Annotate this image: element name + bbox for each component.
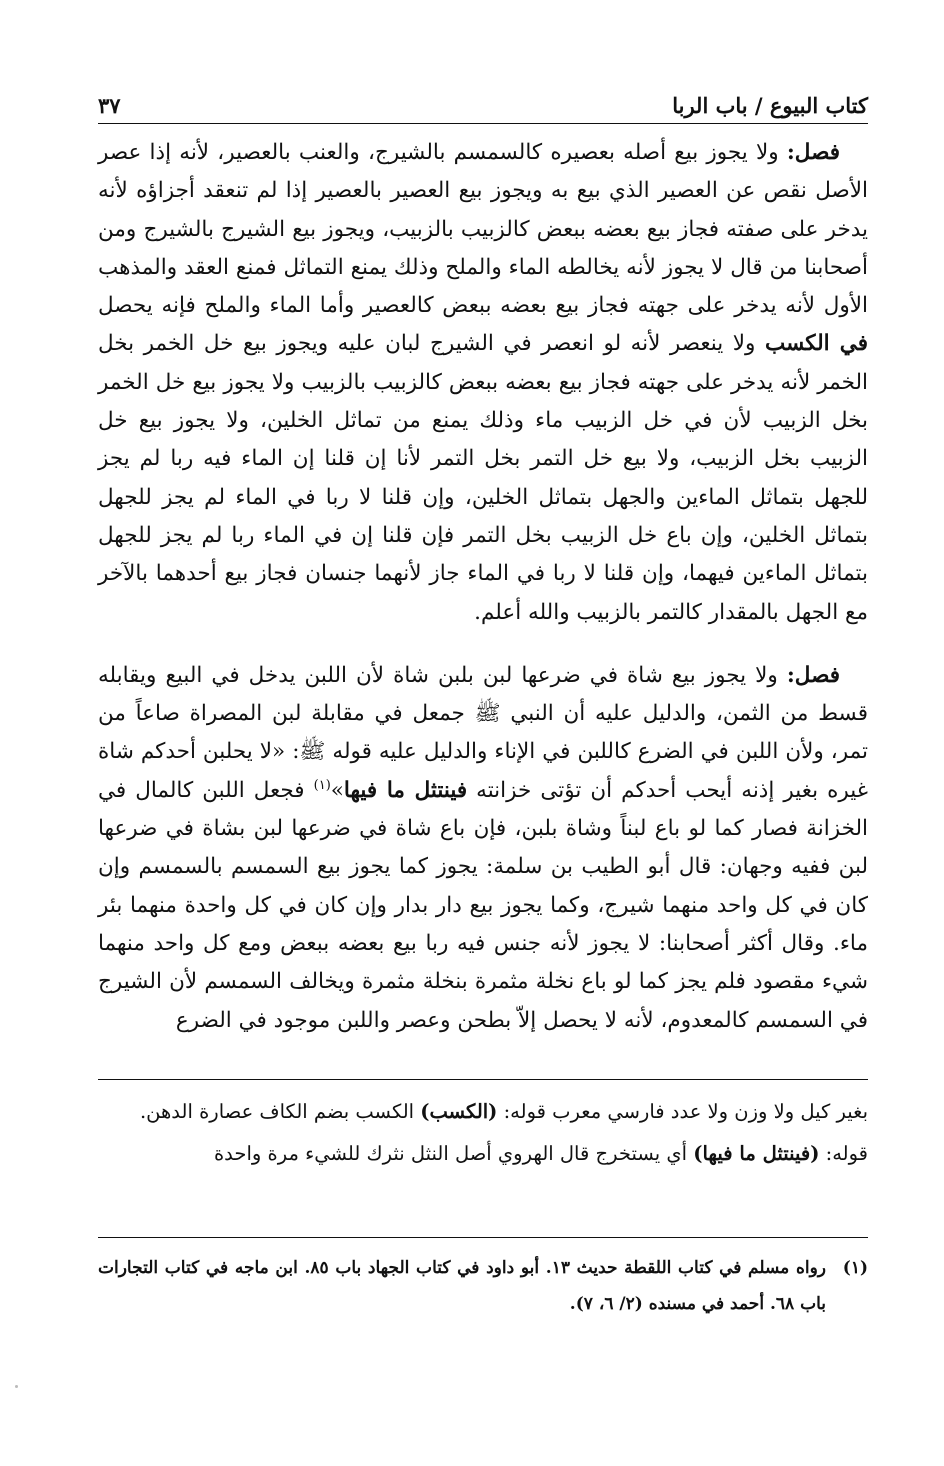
commentary-note xyxy=(98,1094,868,1130)
footnote-reference: (١) xyxy=(313,777,331,793)
scan-speck xyxy=(15,1385,18,1388)
section-lead: فصل: xyxy=(786,662,840,688)
commentary-text: بغير كيل ولا وزن ولا عدد فارسي معرب قوله: xyxy=(497,1100,868,1123)
header-divider xyxy=(98,123,868,124)
commentary-term: (الكسب) xyxy=(420,1100,498,1123)
footnote-text: رواه مسلم في كتاب اللقطة حديث ١٣. أبو داود في كتاب الجهاد باب ٨٥. ابن ماجه في كتاب التجارات باب ٦٨. أحمد في مسنده (٢/ ٦، ٧). xyxy=(98,1258,826,1314)
book-page xyxy=(98,0,868,1466)
commentary-text: الكسب بضم الكاف عصارة الدهن. xyxy=(139,1100,421,1123)
running-head xyxy=(98,82,868,118)
commentary-divider xyxy=(98,1079,868,1080)
paragraph-text: » xyxy=(330,777,344,803)
commentary xyxy=(98,1094,868,1172)
paragraph-text: ولا ينعصر لأنه لو انعصر في الشيرج لبان عليه ويجوز بيع خل الخمر بخل الخمر لأنه يدخر على جهته فجاز بيع بعضه ببعض كالزبيب بالزبيب ولا يجوز بيع خل الخمر بخل الزبيب لأن في خل الزبيب ماء وذلك يمنع من تماثل الخلين، ولا يجوز بيع خل الزبيب بخل الزبيب، ولا بيع خل التمر بخل التمر لأنا إن قلنا إن الماء فيه ربا لم يجز للجهل بتماثل الماءين والجهل بتماثل الخلين، وإن قلنا لا ربا في الماء لم يجز للجهل بتماثل الخلين، وإن باع خل الزبيب بخل التمر فإن قلنا إن في الماء ربا لم يجز للجهل بتماثل الماءين فيهما، وإن قلنا لا ربا في الماء جاز لأنهما جنسان فجاز بيع أحدهما بالآخر مع الجهل بالمقدار كالتمر بالزبيب والله أعلم. xyxy=(98,331,868,625)
paragraph-text: ولا يجوز بيع أصله بعصيره كالسمسم بالشيرج، والعنب بالعصير، لأنه إذا عصر الأصل نقص عن العصير الذي بيع به ويجوز بيع العصير بالعصير إذا لم تنعقد أجزاؤه لأنه يدخر على صفته فجاز بيع بعضه ببعض كالزبيب بالزبيب، ويجوز بيع الشيرج بالشيرج ومن أصحابنا من قال لا يجوز لأنه يخالطه الماء والملح وذلك يمنع التماثل فمنع العقد والمذهب الأول لأنه يدخر على جهته فجاز بيع بعضه ببعض كالعصير وأما الماء والملح فإنه يحصل xyxy=(98,140,868,319)
section-paragraph-2 xyxy=(98,657,868,1040)
highlighted-term: في الكسب xyxy=(764,331,869,357)
section-lead: فصل: xyxy=(786,140,840,165)
footnote-marker: (١) xyxy=(842,1258,868,1278)
highlighted-term: فينتثل ما فيها xyxy=(343,777,468,803)
paragraph-text: ولا يجوز بيع شاة في ضرعها لبن بلبن شاة لأن اللبن يدخل في البيع ويقابله قسط من الثمن، والدليل عليه أن النبي ﷺ جمعل في مقابلة لبن المصراة صاعاً من تمر، ولأن اللبن في الضرع كاللبن في الإناء والدليل عليه قوله ﷺ: «لا يحلبن أحدكم شاة غيره بغير إذنه أيحب أحدكم أن تؤتى خزانته xyxy=(98,662,869,803)
section-paragraph-1 xyxy=(98,134,868,632)
commentary-term: (فينتثل ما فيها) xyxy=(693,1142,820,1165)
footnotes xyxy=(98,1250,868,1322)
page-number: ٣٧ xyxy=(98,93,121,118)
commentary-text: قوله: xyxy=(819,1142,868,1165)
main-text xyxy=(98,134,868,1040)
commentary-text: أي يستخرج قال الهروي أصل النثل نثرك للشيء مرة واحدة xyxy=(213,1142,694,1165)
footnote-divider xyxy=(98,1237,868,1238)
paragraph-text: فجعل اللبن كالمال في الخزانة فصار كما لو باع لبناً وشاة بلبن، فإن باع شاة في ضرعها لبن بشاة في ضرعها لبن ففيه وجهان: قال أبو الطيب بن سلمة: يجوز كما يجوز بيع السمسم بالسمسم وإن كان في كل واحد منهما شيرج، وكما يجوز بيع دار بدار وإن كان في كل واحدة منهما بئر ماء. وقال أكثر أصحابنا: لا يجوز لأنه جنس فيه ربا بيع بعضه ببعض ومع كل واحد منهما شيء مقصود فلم يجز كما لو باع نخلة مثمرة بنخلة مثمرة ويخالف السمسم لأن الشيرج في السمسم كالمعدوم، لأنه لا يحصل إلاّ بطحن وعصر واللبن موجود في الضرع xyxy=(98,777,868,1033)
chapter-title: كتاب البيوع / باب الربا xyxy=(672,93,868,118)
commentary-note xyxy=(98,1136,868,1172)
footnote xyxy=(98,1250,868,1322)
